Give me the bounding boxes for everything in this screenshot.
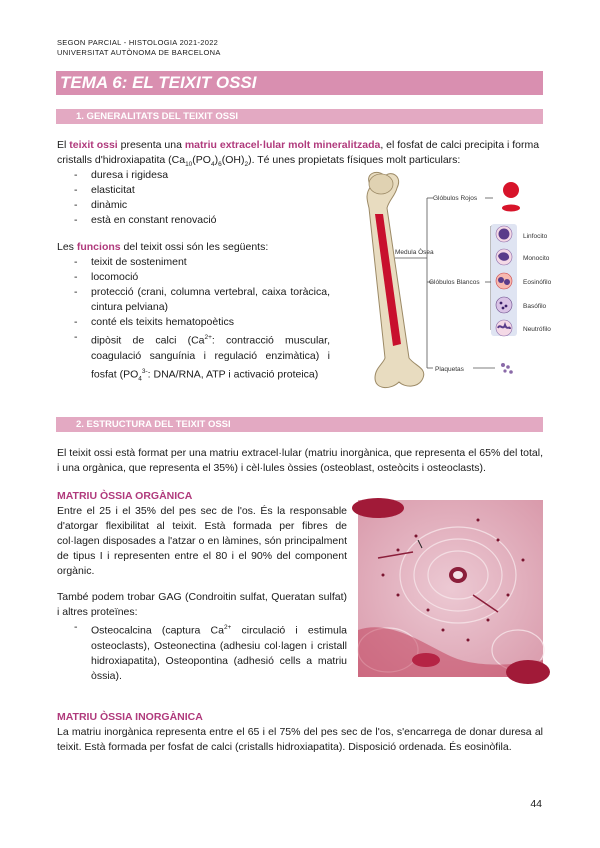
section1-heading-bar	[56, 109, 543, 124]
bone-histology-micrograph	[358, 500, 543, 677]
document-header	[57, 38, 221, 58]
inorganic-matrix-heading: MATRIU ÒSSIA INORGÀNICA	[57, 711, 203, 723]
section2-heading: 2. ESTRUCTURA DEL TEIXIT OSSI	[76, 419, 231, 430]
keyword-funcions: funcions	[76, 241, 121, 253]
list-item: - locomoció	[74, 270, 330, 285]
list-item-proteins: - Osteocalcina (captura $Ca^{2+}$ circulació i estimula osteoclasts), Osteonectina (adhesiu col·lagen i cristall hidroxiapatita), Osteopontina (adhesió cells a matriu òssia).	[74, 620, 347, 684]
page-title: TEMA 6: EL TEIXIT OSSI	[60, 73, 257, 92]
section2-intro: El teixit ossi està format per una matriu extracel·lular (matriu inorgànica, que representa el 65% del total, i una orgànica, que representa el 35%) i cèl·lules òssies (osteoblast, osteòcits i osteoclasts).	[57, 447, 543, 474]
title-bar	[56, 71, 543, 95]
bone-marrow-figure	[345, 168, 552, 394]
section1-heading: 1. GENERALITATS DEL TEIXIT OSSI	[76, 111, 239, 122]
intro-text: ). Té unes propietats físiques molt particulars:	[248, 154, 461, 166]
list-item: - dinàmic	[74, 198, 334, 213]
intro-text: )	[214, 154, 219, 166]
intro-text: (OH)	[221, 154, 245, 166]
intro-text: presenta una	[117, 139, 185, 151]
subscript: 10	[185, 161, 193, 169]
basophil-icon	[496, 297, 512, 313]
list-item: - protecció (crani, columna vertebral, caixa toràcica, cintura pelviana)	[74, 285, 330, 315]
intro-text: , el fosfat de calci precipita i forma cristalls d'hidroxiapatita (Ca	[57, 139, 540, 166]
properties-list	[74, 168, 334, 228]
organic-matrix-p2: També podem trobar GAG (Condroitin sulfat, Queratan sulfat) i altres proteïnes:	[57, 591, 347, 618]
subscript: 6	[218, 161, 222, 169]
functions-text: del teixit ossi són les següents:	[120, 241, 269, 253]
white-cells-label: Glóbulos Blancos	[429, 279, 480, 286]
list-item-deposit: - dipòsit de calci ($Ca^{2+}$: contracció muscular, coagulació sanguínia i regulació enzimàtica) i fosfat ($PO_4^{3-}$: DNA/RNA, ATP i activació proteica)	[74, 330, 330, 386]
list-item: - conté els teixits hematopoètics	[74, 315, 330, 330]
platelets-icon	[501, 363, 513, 374]
functions-intro	[57, 240, 337, 255]
functions-list	[74, 255, 330, 386]
inorganic-matrix-p1: La matriu inorgànica representa entre el 65 i el 75% del pes sec de l'os, s'encarrega de donar duresa al teixit. Està formada per fosfat de calci (cristalls hidroxiapatita). Disposició ordenada. És eosinòfila.	[57, 726, 543, 753]
organic-matrix-heading: MATRIU ÒSSIA ORGÀNICA	[57, 490, 193, 502]
marrow-label: Medula Òsea	[395, 249, 434, 256]
list-item: - elasticitat	[74, 183, 334, 198]
section2-heading-bar	[56, 417, 543, 432]
organic-matrix-p1: Entre el 25 i el 35% del pes sec de l'os. És la responsable d'atorgar flexibilitat al teixit. Està formada per fibres de col·lagen disposades a l'atzar o en làmines, són principalment de tipus I i representen entre el 80 i el 90% del component orgànic.	[57, 505, 347, 577]
header-university: UNIVERSITAT AUTÒNOMA DE BARCELONA	[57, 48, 221, 57]
list-item: - teixit de sosteniment	[74, 255, 330, 270]
keyword-teixit-ossi: teixit ossi	[69, 139, 118, 151]
red-blood-cell-icon	[503, 182, 519, 198]
red-cells-label: Glóbulos Rojos	[433, 195, 478, 202]
white-cell-label: Basófilo	[523, 303, 547, 310]
page-number: 44	[530, 798, 542, 810]
header-course: SEGON PARCIAL - HISTOLOGIA 2021-2022	[57, 38, 219, 47]
list-item: - està en constant renovació	[74, 213, 334, 228]
keyword-matriu: matriu extracel·lular molt mineralitzada	[184, 139, 381, 151]
list-item: - duresa i rigidesa	[74, 168, 334, 183]
white-cell-label: Linfocito	[523, 233, 548, 240]
intro-text: El	[57, 139, 70, 151]
functions-text: Les	[57, 241, 77, 253]
red-blood-cell-side-icon	[502, 205, 520, 212]
subscript: 2	[244, 161, 249, 169]
platelets-label: Plaquetas	[435, 366, 464, 373]
subscript: 4	[210, 161, 215, 169]
white-cell-label: Eosinófilo	[523, 279, 552, 286]
white-cell-label: Monocito	[523, 255, 550, 262]
section1-intro	[57, 138, 543, 172]
white-cells-column	[491, 224, 517, 336]
proteins-list	[74, 620, 347, 684]
intro-text: (PO	[192, 154, 211, 166]
white-cell-label: Neutrófilo	[523, 326, 551, 333]
femur-illustration	[367, 172, 424, 387]
